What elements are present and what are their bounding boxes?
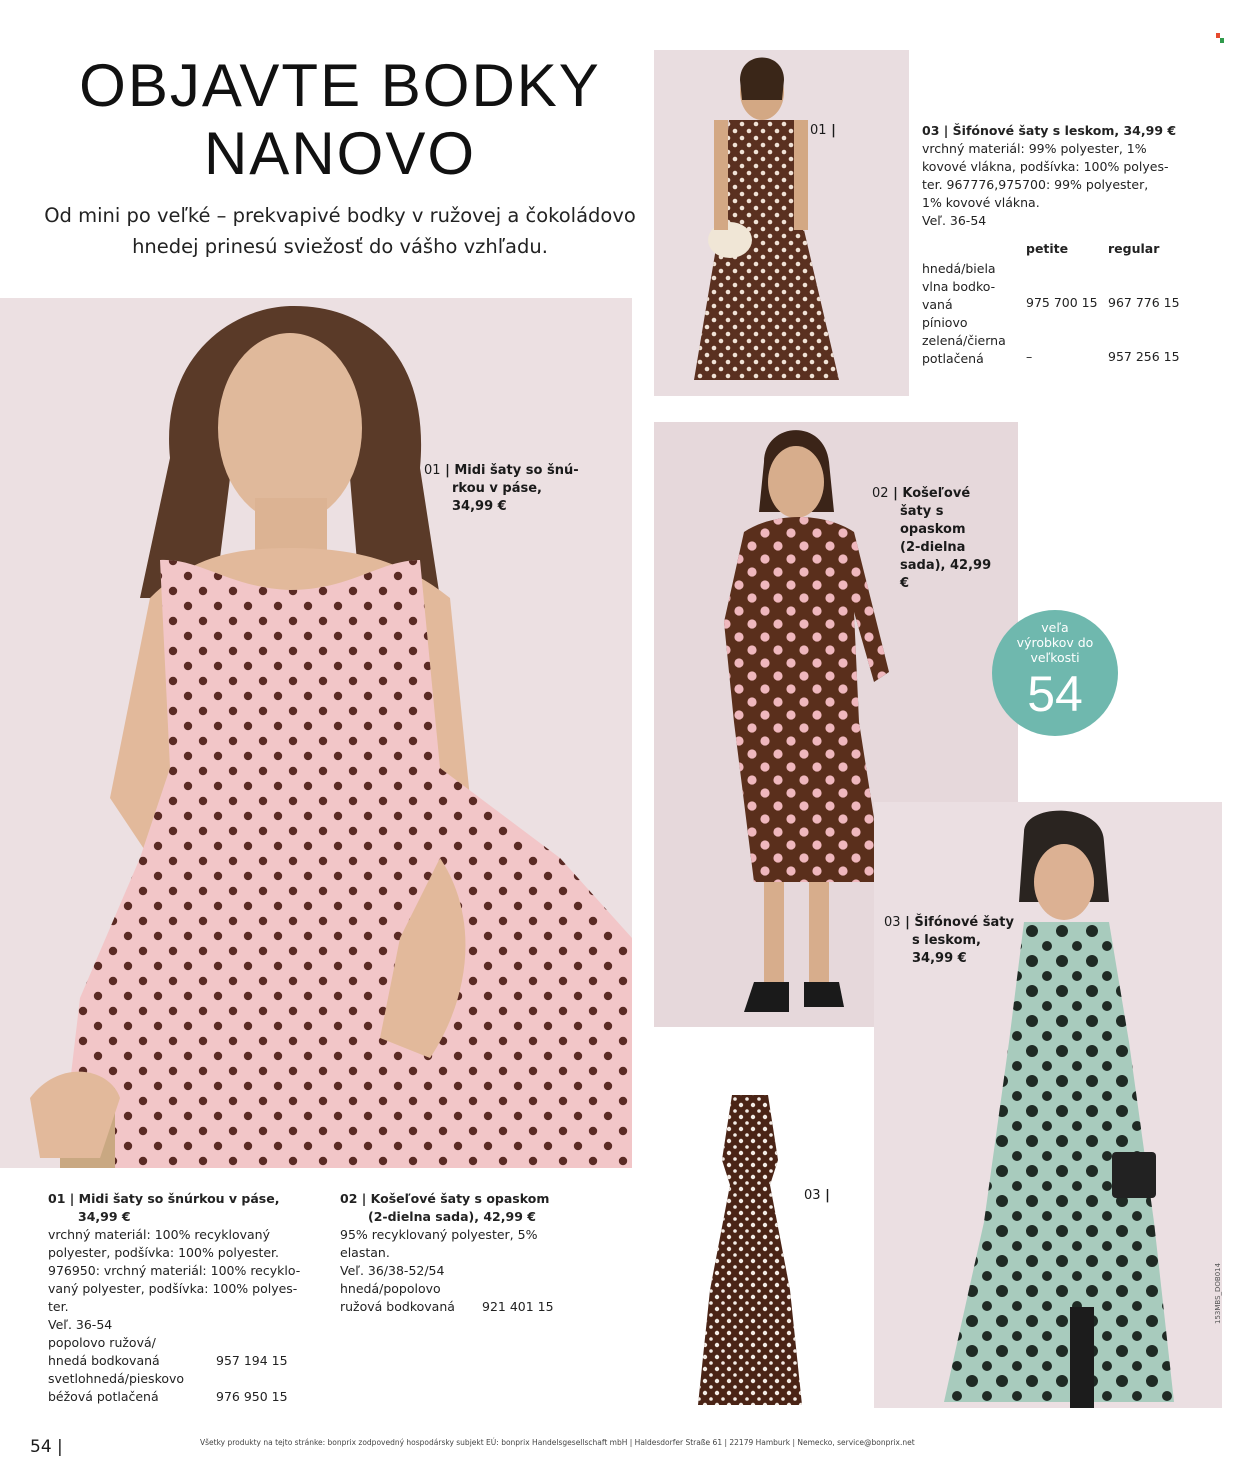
product-01-row-1-label-2: hnedá bodkovaná <box>48 1353 160 1368</box>
product-03-size-table <box>922 240 1212 370</box>
subline-line-1: Od mini po veľké – prekvapivé bodky v ružovej a čokoládovo <box>44 204 636 227</box>
product-01-line-5: ter. <box>48 1299 69 1314</box>
product-02-title-1: 02 | Košeľové šaty s opaskom <box>340 1191 550 1206</box>
size-row-2-regular: 957 256 15 <box>1108 349 1180 364</box>
photo-brown-white-dress <box>654 50 909 396</box>
product-02-line-2: elastan. <box>340 1245 390 1260</box>
size-row-1-regular: 967 776 15 <box>1108 295 1180 310</box>
caption-03: 03 | Šifónové šaty s leskom, 34,99 € <box>884 914 1024 968</box>
product-03-line-5: Veľ. 36-54 <box>922 213 987 228</box>
product-03-line-3: ter. 967776,975700: 99% polyester, <box>922 177 1149 192</box>
size-row-2-label-3: potlačená <box>922 351 984 366</box>
badge-line-1: veľa <box>1041 620 1069 635</box>
subline-line-2: hnedej prinesú sviežosť do vášho vzhľadu. <box>132 235 548 258</box>
caption-01-line-2: rkou v páse, <box>452 481 542 496</box>
caption-03-num: 03 <box>884 915 901 930</box>
size-row-1-petite: 975 700 15 <box>1026 295 1098 310</box>
product-01-line-4: vaný polyester, podšívka: 100% polyes- <box>48 1281 298 1296</box>
headline-line-2: NANOVO <box>203 120 477 187</box>
page-headline <box>0 52 680 188</box>
product-03-line-2: kovové vlákna, podšívka: 100% polyes- <box>922 159 1169 174</box>
caption-02-num: 02 <box>872 486 889 501</box>
product-02-row-1-label-2: ružová bodkovaná <box>340 1299 455 1314</box>
caption-03-line-2: s leskom, <box>912 933 981 948</box>
size-header-regular: regular <box>1108 241 1160 256</box>
product-02-title-2: (2-dielna sada), 42,99 € <box>368 1209 536 1224</box>
product-02-line-1: 95% recyklovaný polyester, 5% <box>340 1227 538 1242</box>
caption-02-line-2: šaty s <box>900 504 944 519</box>
caption-01-small: 01 | <box>810 123 836 138</box>
size-row-2-label-1: píniovo <box>922 315 968 330</box>
product-01-row-2 <box>48 1388 328 1406</box>
caption-01-line-1: Midi šaty so šnú- <box>454 463 579 478</box>
size-row-2-label-2: zelená/čierna <box>922 333 1006 348</box>
product-03-line-4: 1% kovové vlákna. <box>922 195 1040 210</box>
product-01-details <box>48 1190 328 1406</box>
packshot-dress-03 <box>690 1090 810 1410</box>
catalog-code: 153MBS_DOB014 <box>1214 1262 1222 1324</box>
legal-footer: Všetky produkty na tejto stránke: bonprix zodpovedný hospodársky subjekt EÚ: bonprix Handelsgesellschaft mbH | Haldesdorfer Straße 61 | 22179 Hamburk | Nemecko, service@bonprix.net <box>200 1438 915 1447</box>
product-01-title-1: 01 | Midi šaty so šnúrkou v páse, <box>48 1191 280 1206</box>
product-03-details <box>922 122 1242 230</box>
size-row-2-petite: – <box>1026 349 1033 364</box>
product-01-row-1-label-1: popolovo ružová/ <box>48 1335 156 1350</box>
photo-green-dress <box>874 802 1222 1408</box>
product-03-title: 03 | Šifónové šaty s leskom, 34,99 € <box>922 123 1177 138</box>
caption-02-line-3: opaskom <box>900 522 966 537</box>
photo-pink-dress <box>0 298 632 1168</box>
size-row-1-label-2: vlna bodko- <box>922 279 996 294</box>
size-badge <box>992 610 1118 736</box>
caption-02: 02 | Košeľové šaty s opaskom (2-dielna sada), 42,99 € <box>872 485 1002 593</box>
product-02-details <box>340 1190 600 1316</box>
product-01-row-2-label-1: svetlohnedá/pieskovo <box>48 1371 185 1386</box>
caption-02-line-1: Košeľové <box>902 486 971 501</box>
product-02-line-3: Veľ. 36/38-52/54 <box>340 1263 445 1278</box>
product-01-row-2-code: 976 950 15 <box>216 1389 288 1404</box>
product-02-row-1-code: 921 401 15 <box>482 1299 554 1314</box>
caption-02-line-5: sada), 42,99 € <box>900 558 992 591</box>
product-01-line-2: polyester, podšívka: 100% polyester. <box>48 1245 280 1260</box>
product-01-line-6: Veľ. 36-54 <box>48 1317 113 1332</box>
badge-line-2: výrobkov do <box>1016 635 1094 650</box>
caption-01: 01 | Midi šaty so šnú- rkou v páse, 34,99 € <box>424 462 594 516</box>
caption-01-num: 01 <box>424 463 441 478</box>
caption-01-price: 34,99 € <box>452 499 507 514</box>
caption-03-small: 03 | <box>804 1188 830 1203</box>
page-number: 54 | <box>30 1437 63 1457</box>
caption-03-small-num: 03 <box>804 1188 821 1203</box>
headline-line-1: OBJAVTE BODKY <box>79 52 601 119</box>
size-row-1-label <box>922 260 996 314</box>
size-row-1-label-3: vaná <box>922 297 953 312</box>
product-01-row-1 <box>48 1352 328 1370</box>
size-header-petite: petite <box>1026 241 1069 256</box>
product-01-row-2-label-2: béžová potlačená <box>48 1389 159 1404</box>
page-subline <box>30 200 650 262</box>
badge-line-3: veľkosti <box>1030 650 1080 665</box>
caption-01-small-num: 01 <box>810 123 827 138</box>
product-02-row-1-label-1: hnedá/popolovo <box>340 1281 441 1296</box>
corner-mark-icon <box>1216 28 1224 38</box>
caption-03-price: 34,99 € <box>912 951 967 966</box>
size-row-1-label-1: hnedá/biela <box>922 261 996 276</box>
product-03-line-1: vrchný materiál: 99% polyester, 1% <box>922 141 1147 156</box>
product-01-line-1: vrchný materiál: 100% recyklovaný <box>48 1227 270 1242</box>
product-02-row-1 <box>340 1298 600 1316</box>
caption-02-line-4: (2-dielna <box>900 540 966 555</box>
product-01-row-1-code: 957 194 15 <box>216 1353 288 1368</box>
product-01-title-2: 34,99 € <box>78 1209 131 1224</box>
product-01-line-3: 976950: vrchný materiál: 100% recyklo- <box>48 1263 301 1278</box>
badge-number: 54 <box>1027 666 1083 722</box>
caption-03-line-1: Šifónové šaty <box>914 915 1014 930</box>
size-row-2-label <box>922 314 1006 368</box>
